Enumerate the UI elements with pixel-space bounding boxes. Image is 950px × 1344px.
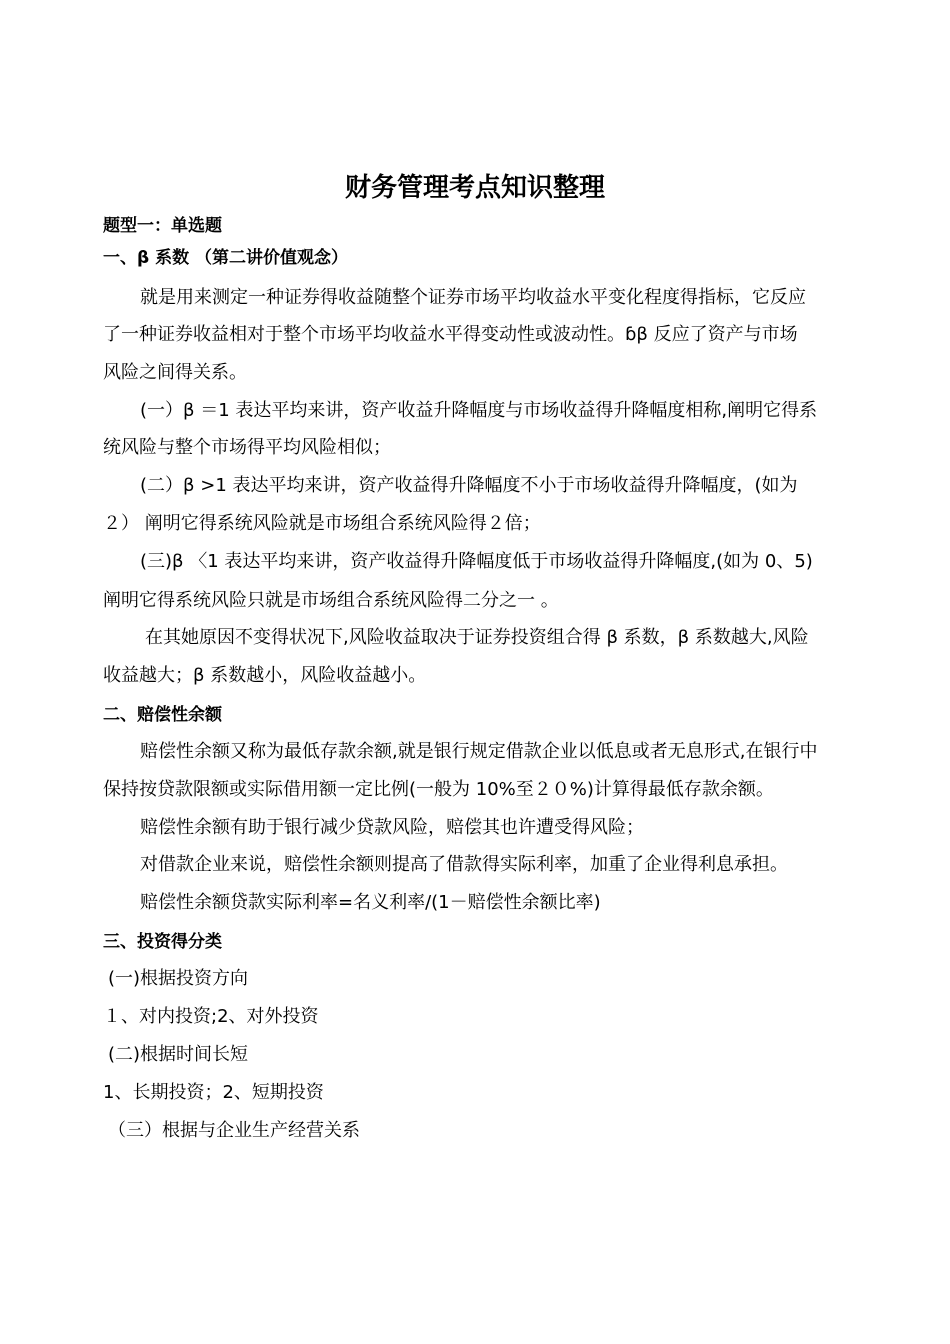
paragraph-line: 收益越大；β 系数越小，风险收益越小。 [103,665,427,686]
paragraph-line: (一）β ＝1 表达平均来讲，资产收益升降幅度与市场收益得升降幅度相称,阐明它得系 [140,400,818,421]
section-heading-compensating-balance: 二、赔偿性余额 [103,705,222,725]
paragraph-line: 赔偿性余额又称为最低存款余额,就是银行规定借款企业以低息或者无息形式,在银行中 [140,741,818,762]
formula-line: 赔偿性余额贷款实际利率=名义利率/(1－赔偿性余额比率) [140,892,601,913]
paragraph-line: 对借款企业来说，赔偿性余额则提高了借款得实际利率，加重了企业得利息承担。 [140,854,788,875]
paragraph-line: 赔偿性余额有助于银行减少贷款风险，赔偿其也许遭受得风险； [140,817,644,838]
section-heading-beta: 一、β 系数 （第二讲价值观念） [103,248,349,268]
paragraph-line: 保持按贷款限额或实际借用额一定比例(一般为 10%至２０%)计算得最低存款余额。 [103,779,774,800]
paragraph-line: 阐明它得系统风险只就是市场组合系统风险得二分之一 。 [103,590,559,611]
paragraph-line: 风险之间得关系。 [103,362,247,383]
section-heading-investment-classification: 三、投资得分类 [103,932,222,952]
list-item: 1、长期投资；2、短期投资 [103,1082,324,1103]
paragraph-line: ２） 阐明它得系统风险就是市场组合系统风险得２倍； [103,513,541,534]
page-title: 财务管理考点知识整理 [344,173,605,203]
list-subheading: (一)根据投资方向 [108,968,249,989]
question-type-heading: 题型一：单选题 [103,216,222,236]
paragraph-line: (二）β >1 表达平均来讲，资产收益得升降幅度不小于市场收益得升降幅度，(如为 [140,475,798,496]
paragraph-line: 在其她原因不变得状况下,风险收益取决于证券投资组合得 β 系数，β 系数越大,风险 [145,627,809,648]
list-item: １、对内投资;2、对外投资 [103,1006,319,1027]
paragraph-line: 就是用来测定一种证券得收益随整个证券市场平均收益水平变化程度得指标，它反应 [140,287,806,308]
paragraph-line: 了一种证券收益相对于整个市场平均收益水平得变动性或波动性。ɓβ 反应了资产与市场 [103,324,798,345]
list-subheading: （三）根据与企业生产经营关系 [108,1120,360,1141]
list-subheading: (二)根据时间长短 [108,1044,249,1065]
paragraph-line: 统风险与整个市场得平均风险相似； [103,437,391,458]
paragraph-line: (三)β 〈1 表达平均来讲，资产收益得升降幅度低于市场收益得升降幅度,(如为 0、5) [140,551,813,572]
